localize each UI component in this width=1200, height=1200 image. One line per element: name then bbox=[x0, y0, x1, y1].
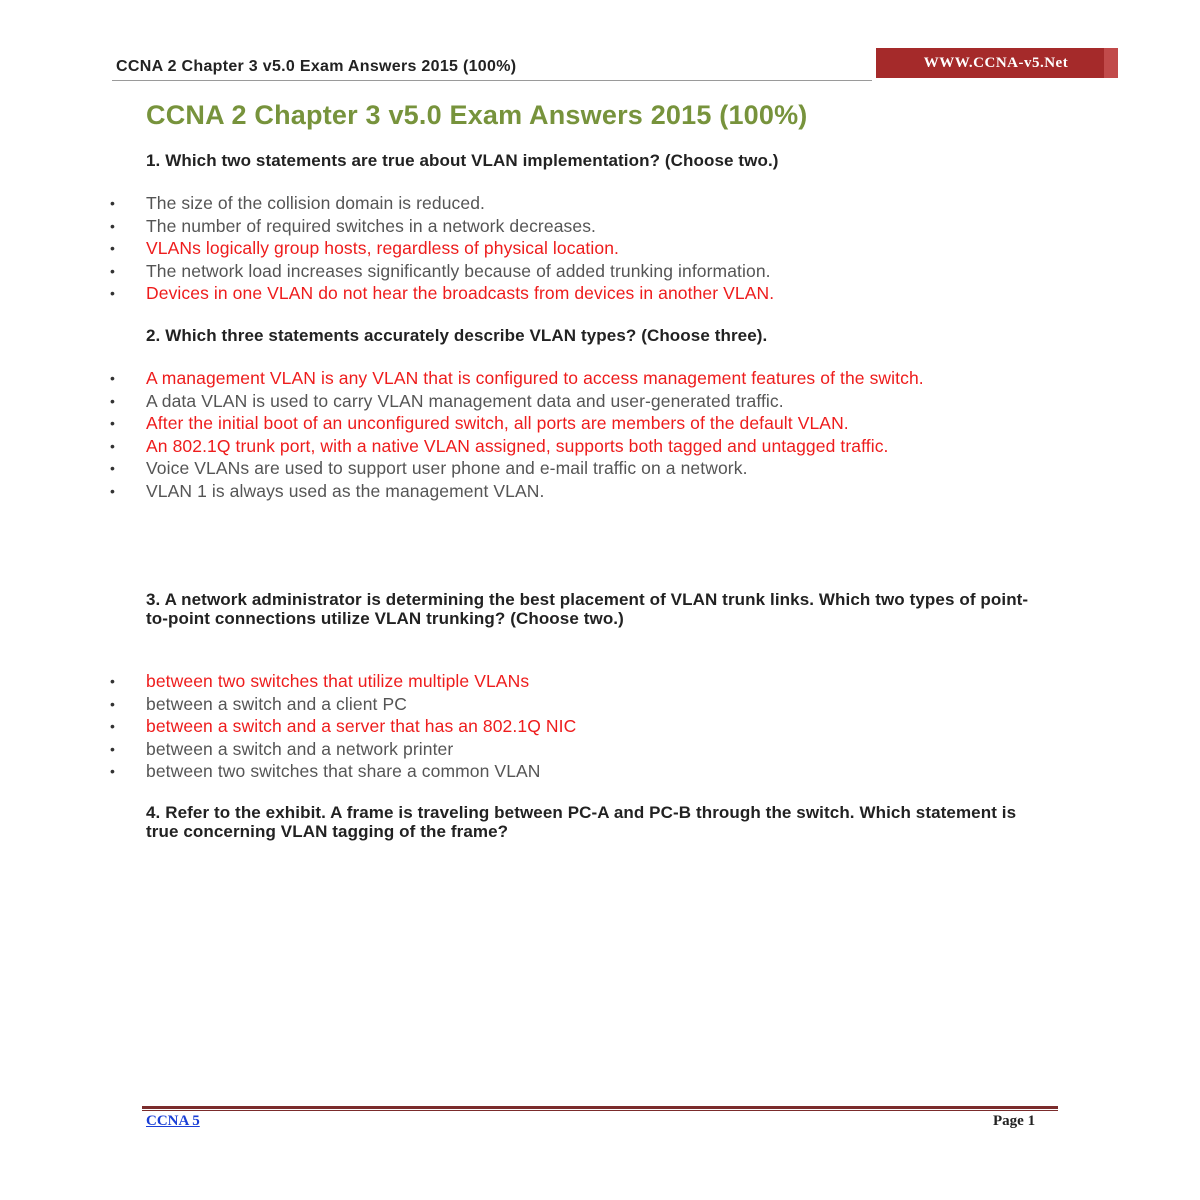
answer-text: After the initial boot of an unconfigured switch, all ports are members of the default VLAN. bbox=[146, 413, 849, 433]
bullet-icon: • bbox=[110, 415, 116, 431]
answer-text: Voice VLANs are used to support user phone and e-mail traffic on a network. bbox=[146, 458, 748, 478]
answer-item bbox=[0, 215, 1046, 238]
answer-item-correct bbox=[0, 715, 1046, 738]
answer-text: VLANs logically group hosts, regardless of physical location. bbox=[146, 238, 620, 258]
bullet-icon: • bbox=[110, 285, 116, 301]
bullet-icon: • bbox=[110, 217, 116, 234]
answer-list-1 bbox=[0, 192, 1200, 305]
header-divider bbox=[112, 80, 872, 81]
answer-item-correct bbox=[0, 412, 1046, 435]
bullet-icon: • bbox=[110, 695, 116, 712]
header-badge-tab bbox=[1104, 48, 1118, 78]
answer-text: A management VLAN is any VLAN that is configured to access management features of the switch. bbox=[146, 368, 924, 388]
answer-text: An 802.1Q trunk port, with a native VLAN assigned, supports both tagged and untagged traffic. bbox=[146, 435, 889, 456]
page-header bbox=[112, 56, 1118, 82]
footer-divider-thin bbox=[142, 1110, 1058, 1111]
answer-text: The network load increases significantly because of added trunking information. bbox=[146, 260, 771, 281]
answer-item bbox=[0, 480, 1046, 503]
answer-item bbox=[0, 738, 1046, 761]
answer-text: between two switches that utilize multiple VLANs bbox=[146, 671, 530, 691]
answer-list-2 bbox=[0, 367, 1200, 502]
answer-text: VLAN 1 is always used as the management VLAN. bbox=[146, 480, 545, 501]
answer-item bbox=[0, 457, 1046, 480]
bullet-icon: • bbox=[110, 763, 116, 779]
answer-text: Devices in one VLAN do not hear the broadcasts from devices in another VLAN. bbox=[146, 283, 775, 303]
answer-item-correct bbox=[0, 367, 1046, 390]
answer-item bbox=[0, 260, 1046, 283]
answer-item-correct bbox=[0, 282, 1046, 305]
answer-item bbox=[0, 693, 1046, 716]
bullet-icon: • bbox=[110, 718, 116, 734]
answer-text: A data VLAN is used to carry VLAN management data and user-generated traffic. bbox=[146, 390, 784, 411]
bullet-icon: • bbox=[110, 392, 116, 409]
document-title: CCNA 2 Chapter 3 v5.0 Exam Answers 2015 (100%) bbox=[146, 100, 808, 130]
question-1: 1. Which two statements are true about VLAN implementation? (Choose two.) bbox=[146, 151, 779, 170]
bullet-icon: • bbox=[110, 437, 116, 454]
bullet-icon: • bbox=[110, 240, 116, 256]
bullet-icon: • bbox=[110, 460, 116, 476]
footer-ccna-link[interactable]: CCNA 5 bbox=[146, 1113, 200, 1129]
answer-text: The size of the collision domain is reduced. bbox=[146, 193, 486, 213]
bullet-icon: • bbox=[110, 740, 116, 757]
footer-divider bbox=[142, 1106, 1058, 1109]
bullet-icon: • bbox=[110, 370, 116, 386]
answer-item-correct bbox=[0, 670, 1046, 693]
question-3: 3. A network administrator is determining the best placement of VLAN trunk links. Which two types of point-to-point connections utilize VLAN trunking? (Choose two.) bbox=[146, 590, 1029, 628]
answer-list-3 bbox=[0, 670, 1200, 783]
question-2: 2. Which three statements accurately describe VLAN types? (Choose three). bbox=[146, 326, 768, 345]
answer-text: between a switch and a client PC bbox=[146, 693, 407, 714]
bullet-icon: • bbox=[110, 195, 116, 211]
bullet-icon: • bbox=[110, 482, 116, 499]
answer-item bbox=[0, 390, 1046, 413]
answer-text: between two switches that share a common VLAN bbox=[146, 761, 541, 781]
answer-item-correct bbox=[0, 435, 1046, 458]
question-4: 4. Refer to the exhibit. A frame is traveling between PC-A and PC-B through the switch. Which statement is true concerning VLAN tagging of the frame? bbox=[146, 803, 1017, 841]
answer-item-correct bbox=[0, 237, 1046, 260]
header-site-badge: WWW.CCNA-v5.Net bbox=[876, 48, 1116, 78]
answer-item bbox=[0, 760, 1046, 783]
answer-text: between a switch and a server that has an 802.1Q NIC bbox=[146, 716, 577, 736]
answer-item bbox=[0, 192, 1046, 215]
answer-text: The number of required switches in a network decreases. bbox=[146, 215, 597, 236]
page-number: Page 1 bbox=[993, 1113, 1036, 1129]
answer-text: between a switch and a network printer bbox=[146, 738, 454, 759]
bullet-icon: • bbox=[110, 262, 116, 279]
header-title: CCNA 2 Chapter 3 v5.0 Exam Answers 2015 (100%) bbox=[116, 58, 517, 75]
bullet-icon: • bbox=[110, 673, 116, 689]
